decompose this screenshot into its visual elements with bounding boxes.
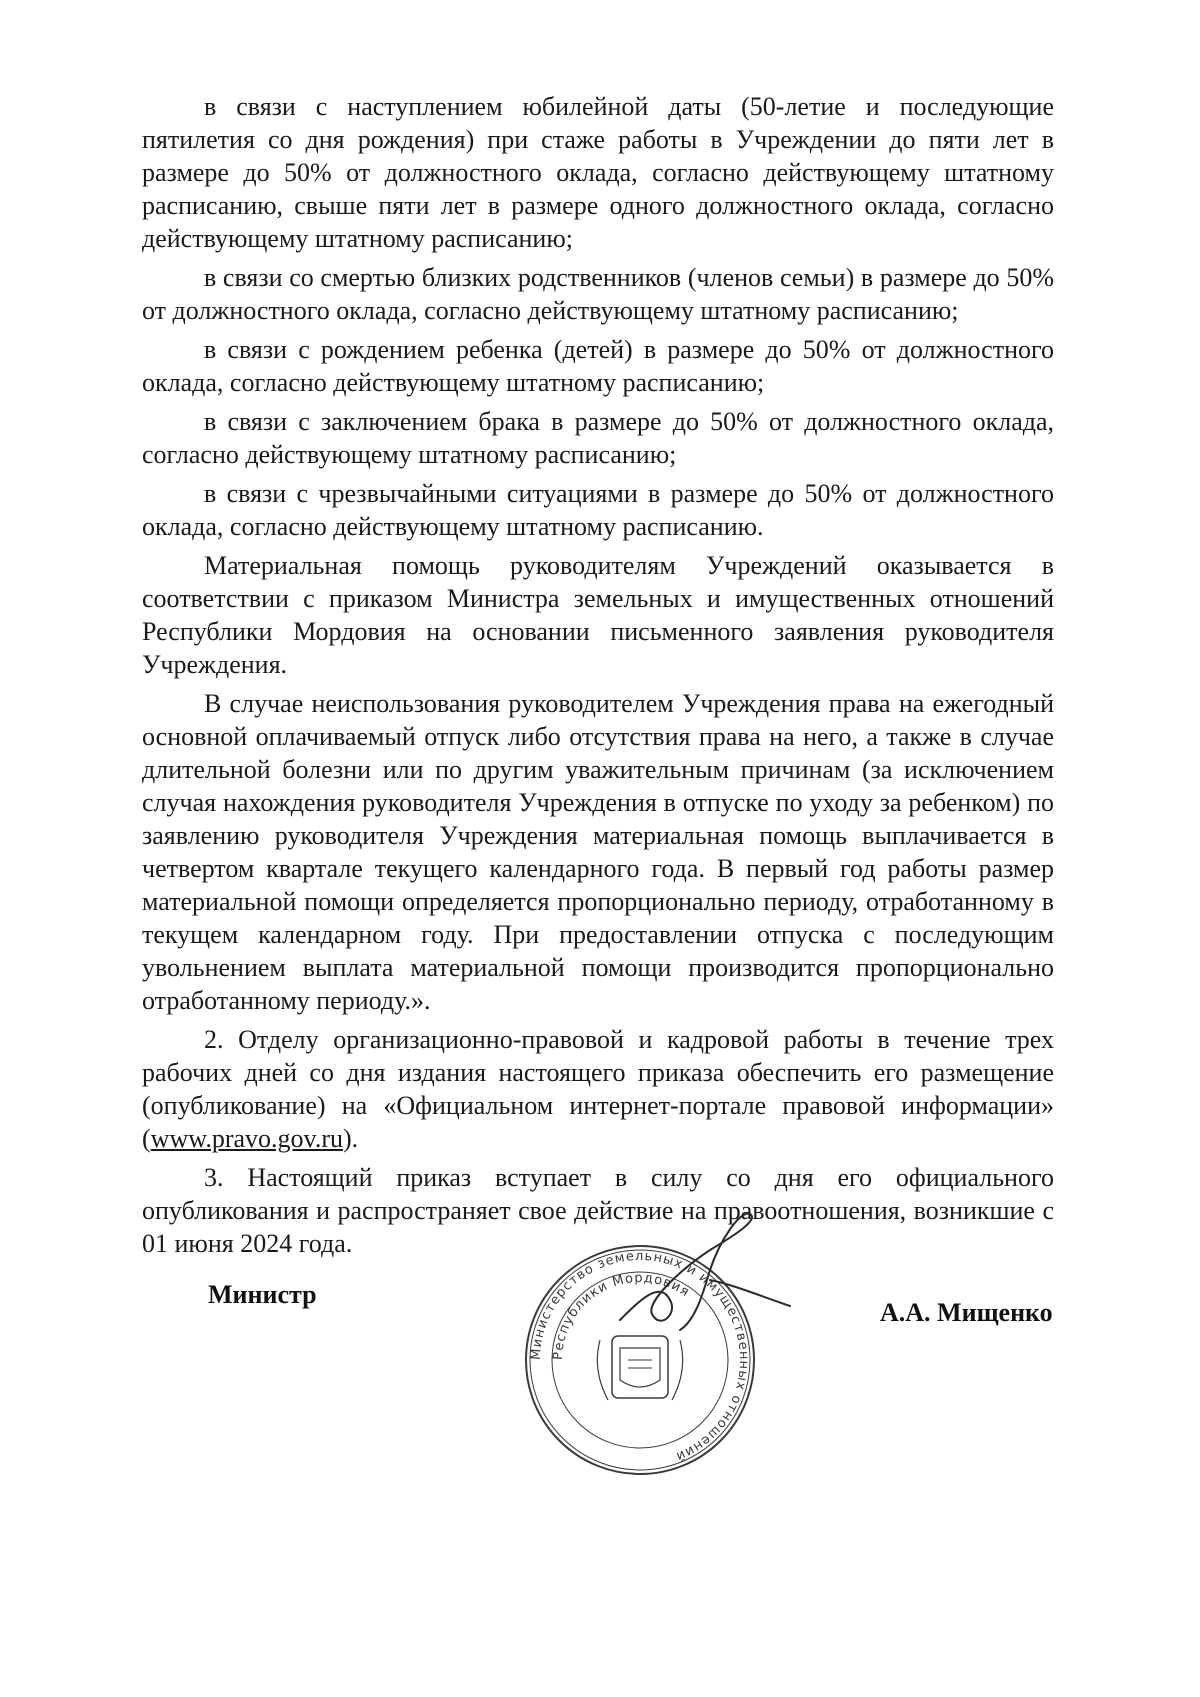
pravo-link[interactable]: www.pravo.gov.ru — [150, 1124, 343, 1153]
paragraph-marriage: в связи с заключением брака в размере до 50% от должностного оклада, согласно действующему штатному расписанию; — [142, 407, 1054, 469]
paragraph-unused-leave: В случае неиспользования руководителем Учреждения права на ежегодный основной оплачиваемый отпуск либо отсутствия права на него, а также в случае длительной болезни или по другим уважительным причинам (за исключением случая нахождения руководителя Учреждения в отпуске по уходу за ребенком) по заявлению руководителя Учреждения материальная помощь выплачивается в четвертом квартале текущего календарного года. В первый год работы размер материальной помощи определяется пропорционально периоду, отработанному в текущем календарном году. При предоставлении отпуска с последующим увольнением выплата материальной помощи производится пропорционально отработанному периоду.». — [142, 689, 1054, 1015]
stamp-inner-text: Республики Мордовия — [550, 1270, 693, 1361]
paragraph-item-3: 3. Настоящий приказ вступает в силу со дня его официального опубликования и распространяет свое действие на правоотношения, возникшие с 01 июня 2024 года. — [142, 1163, 1054, 1258]
handwritten-signature — [600, 1210, 800, 1350]
paragraph-emergency: в связи с чрезвычайными ситуациями в размере до 50% от должностного оклада, согласно действующему штатному расписанию. — [142, 479, 1054, 541]
paragraph-anniversary: в связи с наступлением юбилейной даты (50-летие и последующие пятилетия со дня рождения) при стаже работы в Учреждении до пяти лет в размере до 50% от должностного оклада, согласно действующему штатному расписанию, свыше пяти лет в размере одного должностного оклада, согласно действующему штатному расписанию; — [142, 92, 1054, 253]
link-suffix: ). — [342, 1124, 359, 1153]
paragraph-death-relatives: в связи со смертью близких родственников (членов семьи) в размере до 50% от должностного оклада, согласно действующему штатному расписанию; — [142, 263, 1054, 325]
paragraph-item-2 — [142, 1023, 1054, 1155]
paragraph-item-2-text: 2. Отделу организационно-правовой и кадровой работы в течение трех рабочих дней со дня издания настоящего приказа обеспечить его размещение (опубликование) на «Официальном интернет-портале правовой информации» — [142, 1025, 1054, 1120]
link-prefix: ( — [142, 1124, 151, 1153]
paragraph-material-aid-basis: Материальная помощь руководителям Учреждений оказывается в соответствии с приказом Министра земельных и имущественных отношений Республики Мордовия на основании письменного заявления руководителя Учреждения. — [142, 551, 1054, 679]
signer-name: А.А. Мищенко — [880, 1298, 1053, 1327]
signer-position: Министр — [208, 1280, 317, 1309]
paragraph-childbirth: в связи с рождением ребенка (детей) в размере до 50% от должностного оклада, согласно действующему штатному расписанию; — [142, 335, 1054, 397]
document-body — [142, 90, 1054, 1266]
signature-block — [0, 1230, 1200, 1510]
stamp-outer-text: Министерство земельных и имущественных отношений — [528, 1248, 752, 1465]
